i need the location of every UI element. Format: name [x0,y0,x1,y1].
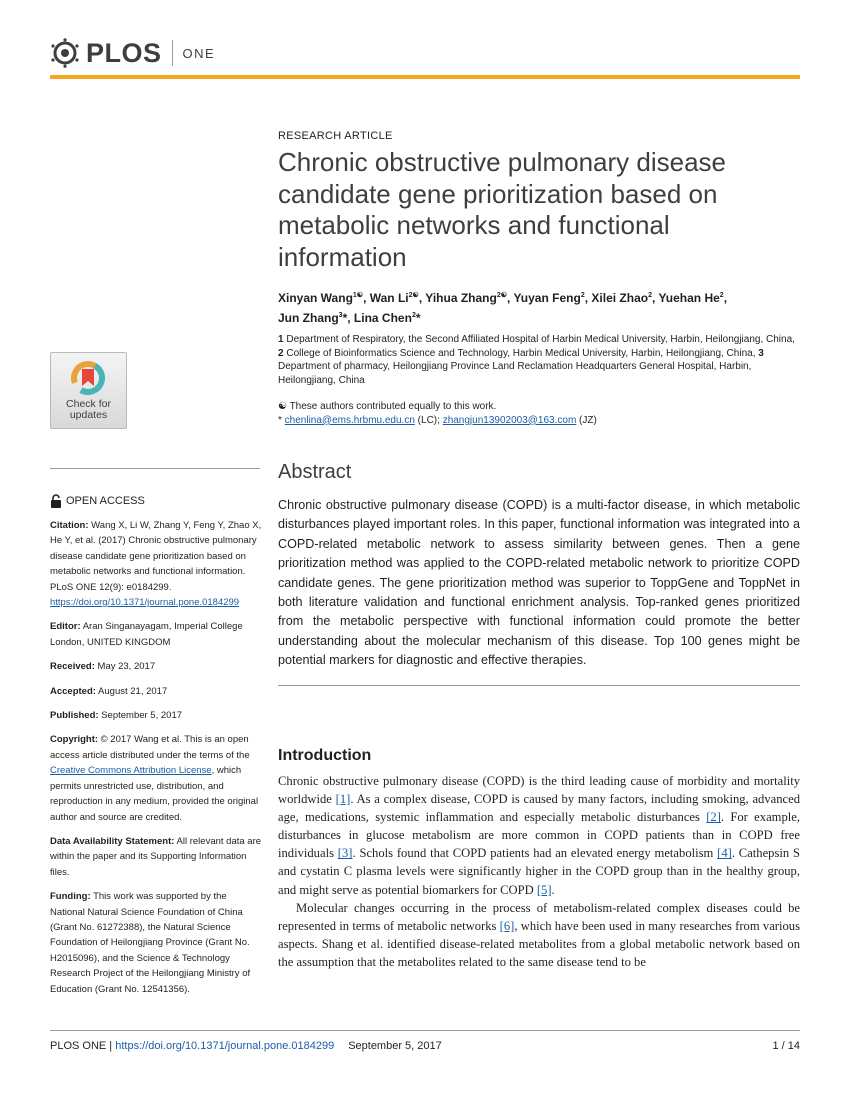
footer-date: September 5, 2017 [348,1040,442,1052]
badge-line-1: Check for [66,398,111,410]
footer-doi-link[interactable]: https://doi.org/10.1371/journal.pone.0184299 [115,1040,335,1052]
citation-link[interactable]: [1] [335,792,351,807]
footer-divider [50,1030,800,1031]
introduction-heading: Introduction [278,747,372,764]
open-lock-icon [50,494,62,508]
article-type: RESEARCH ARTICLE [278,130,393,142]
header-accent-bar [50,75,800,79]
author[interactable]: Wan $Li^{2☯}$ [369,291,419,305]
divider [50,468,260,469]
author-notes [278,400,798,427]
data-availability: Data Availability Statement: All relevant data are within the paper and its Supporting Information files. [50,835,262,878]
author[interactable]: Xinyan Wang$^{1☯}$ [278,291,364,305]
copyright-info: Copyright: © 2017 Wang et al. This is an open access article distributed under the terms of the Creative Commons Attribution License, which permits unrestricted use, distribution, and reproduction in any medium, provided the original author and source are credited. [50,734,259,823]
page-number: 1 / 14 [772,1040,800,1052]
author[interactable]: Yuyan Feng$^2$ [513,291,585,305]
email-link[interactable]: zhangjun13902003@163.com [442,414,577,426]
badge-line-2: updates [69,409,108,421]
published-date: Published: September 5, 2017 [50,710,183,722]
corresponding-authors: * chenlina@ems.hrbmu.edu.cn (LC); zhangjun13902003@163.com (JZ) [278,414,597,426]
citation-link[interactable]: [4] [717,846,732,861]
author[interactable]: Lina Chen$^2$ [353,311,416,325]
citation-link[interactable]: [5] [536,882,552,897]
plos-globe-icon [50,38,80,68]
footer-info: PLOS ONE | https://doi.org/10.1371/journal.pone.0184299 September 5, 2017 [50,1040,442,1052]
received-date: Received: May 23, 2017 [50,661,156,673]
doi-link[interactable]: https://doi.org/10.1371/journal.pone.0184299 [50,597,240,609]
check-updates-icon [70,360,106,396]
plos-one-logo[interactable] [50,38,215,68]
divider [278,685,800,686]
accepted-date: Accepted: August 21, 2017 [50,685,168,697]
logo-divider [172,40,173,66]
paragraph: Molecular changes occurring in the process of metabolism-related complex diseases could be represented in terms of metabolic networks [6], which have been used in many researches from various aspects. Shang et al. identified disease-related metabolites from a global metabolic network based on the assumption that the metabolites related to the same disease tend to be [278,900,800,969]
author[interactable]: Jun Zhang$^3$ [278,311,343,325]
email-link[interactable]: chenlina@ems.hrbmu.edu.cn [284,414,415,426]
license-link[interactable]: Creative Commons Attribution License [50,765,212,777]
article-info-sidebar [50,518,262,1006]
author[interactable]: Yuehan He$^2$ [658,291,724,305]
logo-plos-text: PLOS [86,37,162,68]
citation-info: Citation: Wang X, Li W, Zhang Y, Feng Y, Zhao X, He Y, et al. (2017) Chronic obstructive pulmonary disease candidate gene prioritization based on metabolic networks and functional information. PLoS ONE 12(9): e0184299. https://doi.org/10.1371/journal.pone.0184299 [50,520,262,609]
logo-one-text: ONE [182,45,216,61]
open-access-label: OPEN ACCESS [66,495,145,507]
citation-link[interactable]: [6] [499,918,515,933]
editor-info: Editor: Aran Singanayagam, Imperial College London, UNITED KINGDOM [50,621,243,648]
abstract-text: Chronic obstructive pulmonary disease (COPD) is a multi-factor disease, in which metabolic disturbances played important roles. In this paper, functional information was integrated into a COPD-related metabolic network to assess similarity between genes. Then a gene prioritization method was applied to the COPD-related metabolic network to prioritize COPD candidate genes. The gene prioritization method was superior to ToppGene and ToppNet in both literature validation and functional enrichment analysis. Top-ranked genes prioritized from the metabolic perspective with functional information could promote the better understanding about the molecular mechanism of this disease. Top 100 genes might be potential markers for diagnostic and effective therapies. [278,498,800,668]
funding-info: Funding: This work was supported by the National Natural Science Foundation of China (Grant No. 61272388), the Natural Science Foundation of Heilongjiang Province (Grant No. H2015096), and the Science & Technology Research Project of the Heilongjiang Ministry of Education (Grant No. 12541356). [50,891,251,995]
citation-link[interactable]: [3] [337,846,353,861]
author[interactable]: Yihua Zhang$^{2☯}$ [425,291,507,305]
author-list: Xinyan Wang$^{1☯}$, Wan $Li^{2☯}$, Yihua Zhang$^{2☯}$, Yuyan Feng$^2$, Xilei Zhao$^2$, Yuehan He$^2$, Jun Zhang$^3$*, Lina Chen$^2$* [278,291,728,325]
equal-contribution-note: ☯ These authors contributed equally to this work. [278,401,497,412]
abstract-heading: Abstract [278,461,352,483]
open-access-badge [50,494,145,508]
paragraph: Chronic obstructive pulmonary disease (COPD) is the third leading cause of morbidity and mortality worldwide [1]. As a complex disease, COPD is caused by many factors, including smoking, advanced age, medications, systemic inflammation and especially metabolic disturbances [2]. For example, disturbances in glucose metabolism are more common in COPD patients than in COPD free individuals [3]. Schols found that COPD patients had an elevated energy metabolism [4]. Cathepsin S and cystatin C plasma levels were significantly higher in the COPD group than in the healthy group, and might serve as potential biomarkers for COPD [5]. [278,774,800,897]
affiliations: 1 Department of Respiratory, the Second Affiliated Hospital of Harbin Medical University, Harbin, Heilongjiang, China, 2 College of Bioinformatics Science and Technology, Harbin Medical University, Harbin, Heilongjiang, China, 3 Department of pharmacy, Heilongjiang Province Land Reclamation Headquarters General Hospital, Harbin, Heilongjiang, China [278,334,795,386]
author[interactable]: Xilei Zhao$^2$ [591,291,652,305]
footer-journal: PLOS ONE [50,1040,107,1052]
check-for-updates-button[interactable] [50,352,127,429]
citation-link[interactable]: [2] [706,810,721,825]
introduction-text [278,772,800,971]
article-title: Chronic obstructive pulmonary disease candidate gene prioritization based on metabolic networks and functional information [278,147,726,272]
